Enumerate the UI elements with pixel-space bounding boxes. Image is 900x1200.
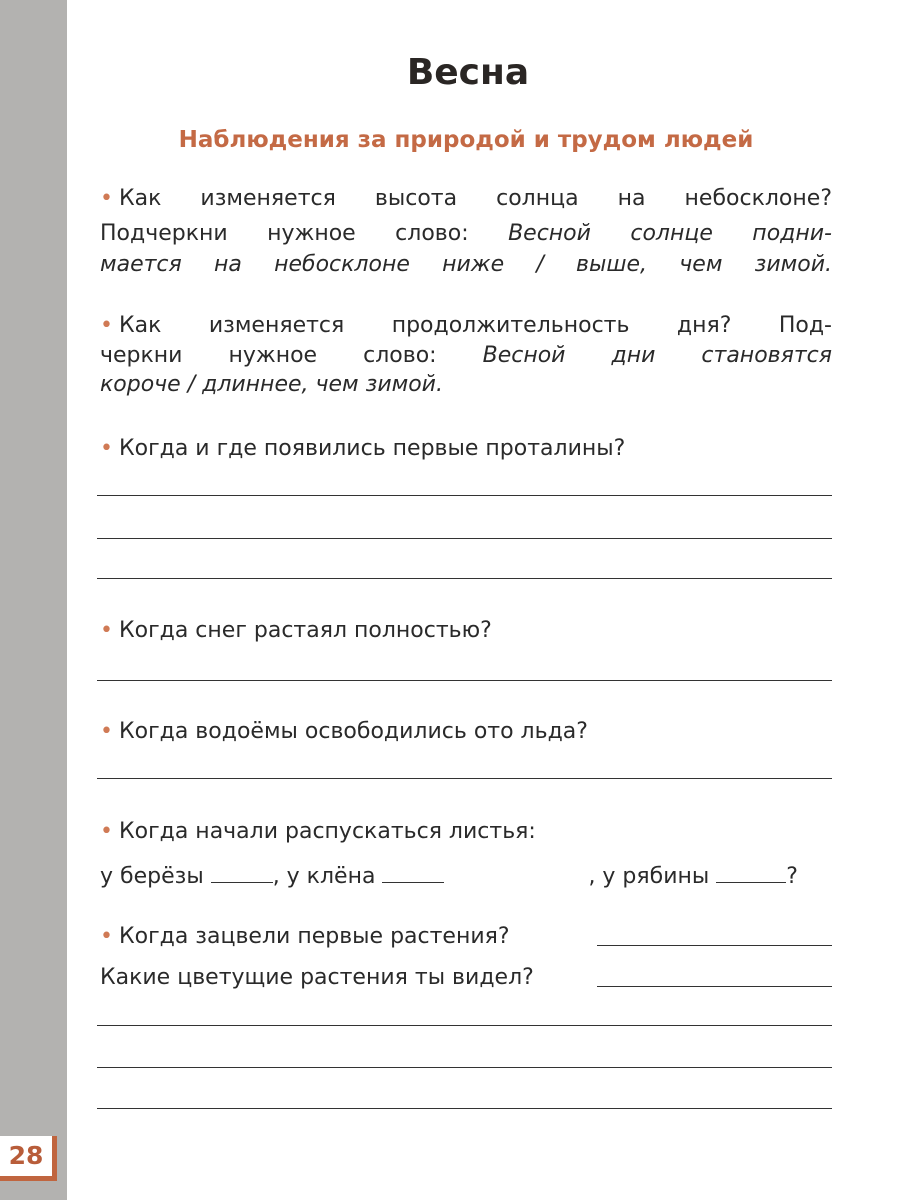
- rowan-answer-blank[interactable]: [716, 862, 786, 883]
- question-1-line-3: [100, 251, 832, 279]
- answer-sentence: Весной дни становятся: [482, 343, 832, 368]
- answer-line[interactable]: [597, 986, 832, 987]
- bullet-icon: •: [100, 436, 113, 461]
- instruction: черкни нужное слово:: [100, 343, 437, 368]
- question-2-line-2: [100, 342, 832, 370]
- bullet-icon: •: [100, 719, 113, 744]
- page-margin-strip: [0, 0, 67, 1200]
- answer-line[interactable]: [97, 1067, 832, 1068]
- bullet-icon: •: [100, 186, 113, 211]
- answer-line[interactable]: [97, 778, 832, 779]
- maple-label: , у клёна: [272, 864, 376, 889]
- question-text: Когда зацвели первые растения?: [118, 924, 510, 949]
- answer-line[interactable]: [97, 1025, 832, 1026]
- birch-label: у берёзы: [100, 864, 204, 889]
- question-1-line-1: [100, 185, 832, 213]
- answer-choice-text[interactable]: короче / длиннее, чем зимой.: [100, 372, 443, 397]
- question-4: [100, 617, 832, 645]
- question-6-line-1: [100, 818, 832, 846]
- answer-line[interactable]: [97, 495, 832, 496]
- answer-line[interactable]: [97, 578, 832, 579]
- bullet-icon: •: [100, 924, 113, 949]
- answer-line[interactable]: [97, 680, 832, 681]
- question-text: Когда снег растаял полностью?: [118, 618, 492, 643]
- question-2-line-1: [100, 312, 832, 340]
- question-7-line-1: [100, 923, 832, 951]
- question-text: Когда и где появились первые проталины?: [118, 436, 626, 461]
- birch-answer-blank[interactable]: [211, 862, 273, 883]
- answer-sentence: Весной солнце подни-: [508, 221, 832, 246]
- question-text: Какие цветущие растения ты видел?: [100, 965, 534, 990]
- answer-line[interactable]: [597, 945, 832, 946]
- question-text: Когда водоёмы освободились ото льда?: [118, 719, 588, 744]
- rowan-label: , у рябины: [588, 864, 710, 889]
- question-1-line-2: [100, 220, 832, 248]
- question-text: Как изменяется высота солнца на небосклоне?: [118, 186, 832, 211]
- answer-line[interactable]: [97, 1108, 832, 1109]
- answer-choice-text[interactable]: мается на небосклоне ниже / выше, чем зимой.: [100, 252, 832, 277]
- bullet-icon: •: [100, 313, 113, 338]
- instruction: Подчеркни нужное слово:: [100, 221, 469, 246]
- page-number: 28: [0, 1136, 57, 1181]
- question-3: [100, 435, 832, 463]
- question-7-line-2: [100, 964, 832, 992]
- question-6-line-2: [100, 862, 832, 891]
- question-2-line-3: [100, 371, 832, 399]
- bullet-icon: •: [100, 618, 113, 643]
- page-title: Весна: [406, 52, 530, 93]
- question-mark: ?: [786, 864, 798, 889]
- question-text: Когда начали распускаться листья:: [118, 819, 536, 844]
- question-text: Как изменяется продолжительность дня? Под-: [118, 313, 832, 338]
- question-5: [100, 718, 832, 746]
- answer-line[interactable]: [97, 538, 832, 539]
- maple-answer-blank[interactable]: [382, 862, 444, 883]
- bullet-icon: •: [100, 819, 113, 844]
- section-subtitle: Наблюдения за природой и трудом людей: [178, 127, 754, 153]
